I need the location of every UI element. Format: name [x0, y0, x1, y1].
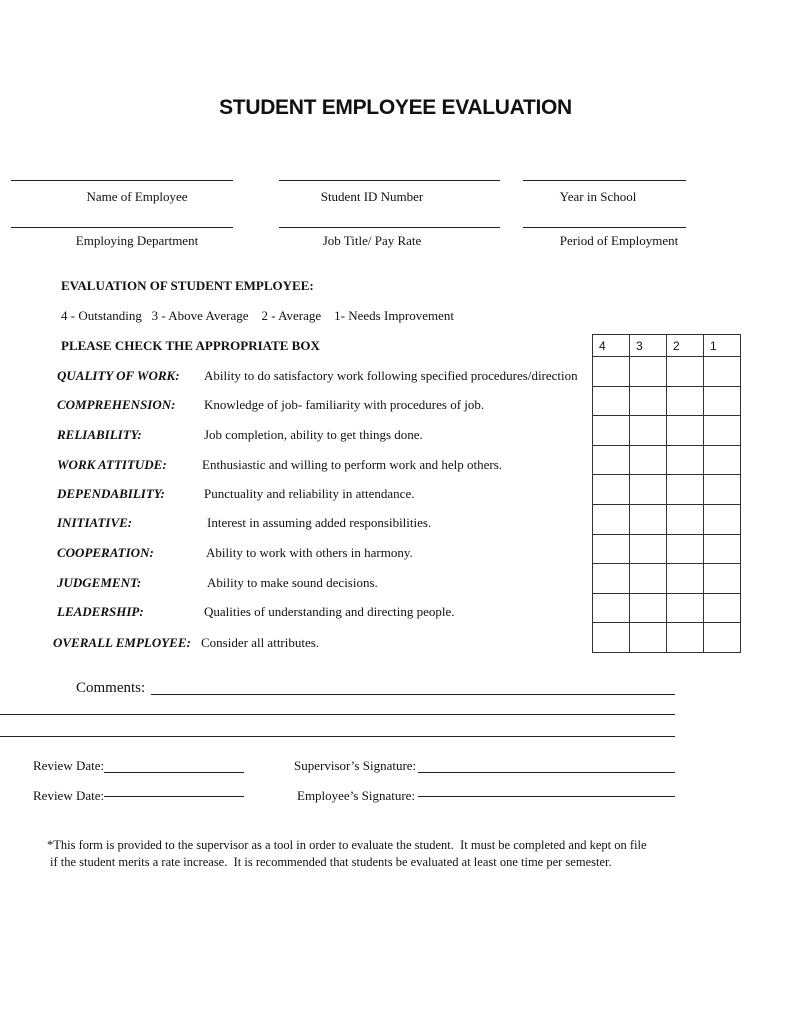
review-date-line[interactable]	[104, 796, 244, 797]
evaluation-heading: EVALUATION OF STUDENT EMPLOYEE:	[61, 278, 314, 293]
rating-row-judgement	[593, 564, 741, 594]
rating-row-work-attitude	[593, 445, 741, 475]
rating-checkbox[interactable]	[593, 386, 630, 416]
year-in-school-label: Year in School	[559, 189, 637, 204]
rating-checkbox[interactable]	[593, 416, 630, 446]
criterion-label: COMPREHENSION:	[57, 397, 176, 412]
rating-checkbox[interactable]	[630, 623, 667, 653]
footnote-line-1: *This form is provided to the supervisor as a tool in order to evaluate the student. It must be completed and kept on file	[47, 838, 647, 852]
rating-checkbox[interactable]	[630, 357, 667, 387]
comments-label: Comments:	[76, 680, 146, 696]
rating-row-quality-of-work	[593, 357, 741, 387]
criterion-label: COOPERATION:	[57, 545, 154, 560]
rating-row-cooperation	[593, 534, 741, 564]
rating-checkbox[interactable]	[593, 534, 630, 564]
criterion-description: Interest in assuming added responsibilities.	[207, 515, 432, 530]
criterion-label: WORK ATTITUDE:	[57, 457, 167, 472]
rating-checkbox[interactable]	[667, 475, 704, 505]
rating-checkbox[interactable]	[667, 564, 704, 594]
rating-checkbox[interactable]	[704, 534, 741, 564]
rating-checkbox[interactable]	[704, 623, 741, 653]
criterion-label: JUDGEMENT:	[57, 575, 142, 590]
criterion-description: Punctuality and reliability in attendance.	[204, 486, 415, 501]
criterion-description: Ability to work with others in harmony.	[206, 545, 413, 560]
form-title: STUDENT EMPLOYEE EVALUATION	[219, 96, 572, 119]
rating-grid	[592, 334, 741, 653]
criterion-label: QUALITY OF WORK:	[57, 368, 180, 383]
review-date-line[interactable]	[104, 772, 244, 773]
criterion-description: Qualities of understanding and directing people.	[204, 604, 455, 619]
comments-line-1[interactable]	[151, 694, 675, 695]
rating-checkbox[interactable]	[704, 475, 741, 505]
employing-department-line[interactable]	[11, 227, 233, 228]
rating-scale: 4 - Outstanding 3 - Above Average 2 - Average 1- Needs Improvement	[61, 308, 455, 323]
criterion-description: Ability to make sound decisions.	[207, 575, 378, 590]
criterion-label: LEADERSHIP:	[57, 604, 144, 619]
job-title-label: Job Title/ Pay Rate	[322, 233, 422, 248]
rating-checkbox[interactable]	[593, 623, 630, 653]
rating-checkbox[interactable]	[704, 593, 741, 623]
job-title-line[interactable]	[279, 227, 500, 228]
criterion-label: INITIATIVE:	[57, 515, 133, 530]
rating-row-initiative	[593, 504, 741, 534]
rating-row-leadership	[593, 593, 741, 623]
criterion-description: Job completion, ability to get things done.	[204, 427, 423, 442]
rating-checkbox[interactable]	[704, 564, 741, 594]
criterion-label: RELIABILITY:	[57, 427, 142, 442]
rating-checkbox[interactable]	[704, 357, 741, 387]
rating-checkbox[interactable]	[667, 445, 704, 475]
comments-line-2[interactable]	[0, 714, 675, 715]
rating-header-1: 1	[704, 335, 741, 357]
rating-checkbox[interactable]	[667, 593, 704, 623]
employee-signature-line[interactable]	[418, 796, 675, 797]
rating-checkbox[interactable]	[593, 504, 630, 534]
rating-checkbox[interactable]	[667, 534, 704, 564]
rating-checkbox[interactable]	[630, 564, 667, 594]
rating-checkbox[interactable]	[630, 445, 667, 475]
criterion-label: DEPENDABILITY:	[57, 486, 165, 501]
rating-checkbox[interactable]	[667, 504, 704, 534]
rating-checkbox[interactable]	[704, 445, 741, 475]
rating-checkbox[interactable]	[630, 504, 667, 534]
rating-checkbox[interactable]	[593, 445, 630, 475]
rating-header-3: 3	[630, 335, 667, 357]
rating-header-4: 4	[593, 335, 630, 357]
rating-checkbox[interactable]	[704, 504, 741, 534]
rating-checkbox[interactable]	[667, 623, 704, 653]
rating-checkbox[interactable]	[593, 564, 630, 594]
student-id-label: Student ID Number	[320, 189, 424, 204]
rating-checkbox[interactable]	[667, 357, 704, 387]
rating-checkbox[interactable]	[630, 416, 667, 446]
criterion-label: OVERALL EMPLOYEE:	[53, 635, 191, 650]
rating-row-overall-employee	[593, 623, 741, 653]
check-heading: PLEASE CHECK THE APPROPRIATE BOX	[61, 338, 320, 353]
student-id-line[interactable]	[279, 180, 500, 181]
footnote-line-2: if the student merits a rate increase. It is recommended that students be evaluated at least one time per semester.	[50, 855, 612, 869]
rating-checkbox[interactable]	[630, 534, 667, 564]
comments-line-3[interactable]	[0, 736, 675, 737]
review-date-label: Review Date:	[33, 788, 105, 803]
criterion-description: Knowledge of job- familiarity with procedures of job.	[204, 397, 485, 412]
period-of-employment-line[interactable]	[523, 227, 686, 228]
rating-row-reliability	[593, 416, 741, 446]
supervisor-signature-label: Supervisor’s Signature:	[294, 758, 417, 773]
rating-checkbox[interactable]	[704, 386, 741, 416]
rating-row-dependability	[593, 475, 741, 505]
name-of-employee-label: Name of Employee	[86, 189, 188, 204]
review-date-label: Review Date:	[33, 758, 105, 773]
rating-checkbox[interactable]	[593, 357, 630, 387]
rating-checkbox[interactable]	[593, 593, 630, 623]
criterion-description: Consider all attributes.	[201, 635, 320, 650]
rating-checkbox[interactable]	[630, 475, 667, 505]
employee-signature-label: Employee’s Signature:	[297, 788, 416, 803]
rating-row-comprehension	[593, 386, 741, 416]
rating-checkbox[interactable]	[667, 416, 704, 446]
criterion-description: Enthusiastic and willing to perform work and help others.	[202, 457, 503, 472]
rating-checkbox[interactable]	[630, 593, 667, 623]
rating-checkbox[interactable]	[593, 475, 630, 505]
employing-department-label: Employing Department	[75, 233, 199, 248]
rating-checkbox[interactable]	[667, 386, 704, 416]
supervisor-signature-line[interactable]	[418, 772, 675, 773]
rating-checkbox[interactable]	[630, 386, 667, 416]
rating-header-2: 2	[667, 335, 704, 357]
name-of-employee-line[interactable]	[11, 180, 233, 181]
rating-checkbox[interactable]	[704, 416, 741, 446]
year-in-school-line[interactable]	[523, 180, 686, 181]
period-of-employment-label: Period of Employment	[559, 233, 679, 248]
criterion-description: Ability to do satisfactory work following specified procedures/direction	[204, 368, 578, 383]
